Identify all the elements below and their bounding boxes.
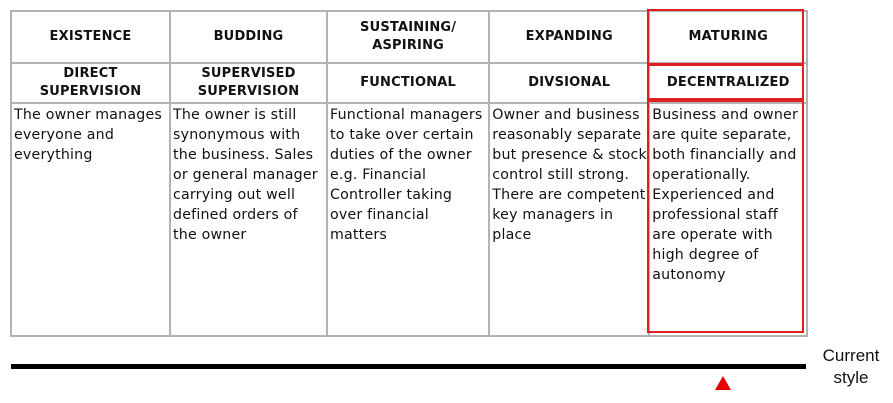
style-cell [11,63,170,103]
style-cell [170,63,327,103]
caption-line-1: Current [822,346,880,365]
style-name: DIVSIONAL [528,75,611,90]
stage-header-cell [327,11,489,63]
style-name: SUPERVISED SUPERVISION [197,66,300,99]
stage-header-cell [11,11,170,63]
description-cell: The owner manages everyone and everything [11,103,170,336]
description-cell: Functional managers to take over certain duties of the owner e.g. Financial Controller taking over financial matters [327,103,489,336]
current-style-marker-triangle-icon [715,376,731,390]
current-style-caption [812,345,890,389]
current-stage-highlight [647,9,804,66]
description-cell: The owner is still synonymous with the business. Sales or general manager carrying out well defined orders of the owner [170,103,327,336]
stage-name: SUSTAINING/ ASPIRING [360,20,457,53]
description-cell: Owner and business reasonably separate but presence & stock control still strong. There are competent key managers in place [489,103,649,336]
style-timeline-line [11,364,806,369]
current-style-highlight [647,63,804,100]
style-cell [327,63,489,103]
style-name: DIRECT SUPERVISION [39,66,142,99]
stage-header-cell [170,11,327,63]
stage-name: EXISTENCE [49,29,132,44]
caption-line-2: style [833,368,869,387]
stage-header-cell [489,11,649,63]
style-cell [489,63,649,103]
style-name: DECENTRALIZED [666,75,790,90]
style-name: FUNCTIONAL [360,75,457,90]
description-cell: Business and owner are quite separate, both financially and operationally. Experienced and professional staff are operate with high degree of autonomy [649,103,807,336]
stage-name: MATURING [688,29,768,44]
current-description-highlight [647,100,804,333]
stage-name: BUDDING [213,29,284,44]
stage-name: EXPANDING [525,29,613,44]
